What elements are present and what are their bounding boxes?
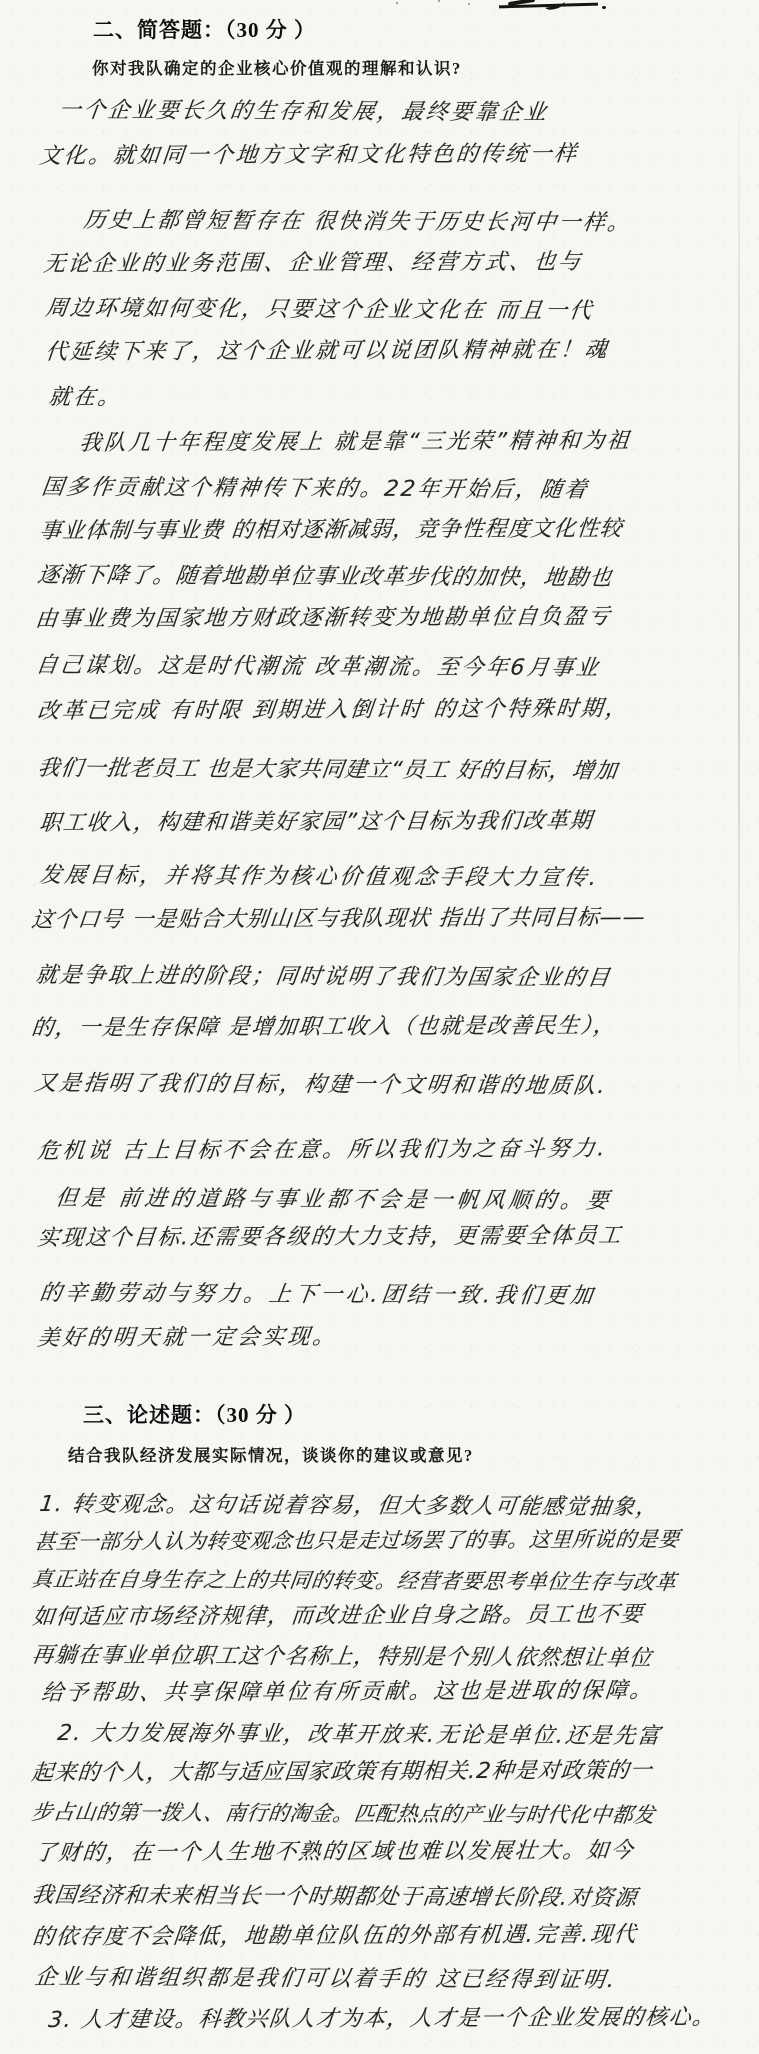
handwritten-line: 改革已完成 有时限 到期进入倒计时 的这个特殊时期，: [36, 696, 631, 724]
handwritten-line: 甚至一部分人认为转变观念也只是走过场罢了的事。这里所说的是要: [33, 1527, 681, 1554]
handwritten-line: 逐渐下降了。随着地勘单位事业改革步伐的加快，地勘也: [36, 563, 614, 592]
handwritten-line: 事业体制与事业费 的相对逐渐减弱，竞争性程度文化性较: [38, 516, 624, 544]
ink-speck: [468, 3, 470, 5]
handwritten-line: 再躺在事业单位职工这个名称上，特别是个别人依然想让单位: [30, 1643, 654, 1672]
score-stroke-mark: [544, 0, 565, 11]
handwritten-line: 就在。: [47, 385, 124, 411]
handwritten-line: 给予帮助、共享保障单位有所贡献。这也是进取的保障。: [40, 1678, 656, 1706]
section-3-question: 结合我队经济发展实际情况，谈谈你的建议或意见?: [68, 1446, 474, 1465]
handwritten-line: 但是 前进的道路与事业都不会是一帆风顺的。要: [54, 1186, 614, 1214]
handwritten-line: 由事业费为国家地方财政逐渐转变为地勘单位自负盈亏: [34, 604, 613, 632]
handwritten-line: 周边环境如何变化，只要这个企业文化在 而且一代: [44, 296, 596, 324]
section-2-question: 你对我队确定的企业核心价值观的理解和认识?: [92, 59, 462, 78]
section-2-heading: 二、简答题：（30 分 ）: [93, 18, 316, 42]
handwritten-line: 危机说 古上目标不会在意。所以我们为之奋斗努力.: [36, 1136, 609, 1164]
handwritten-line: 发展目标，并将其作为核心价值观念手段大力宣传.: [38, 863, 601, 891]
handwritten-line: 的依存度不会降低，地勘单位队伍的外部有机遇.完善.现代: [31, 1922, 639, 1950]
handwritten-line: 无论企业的业务范围、企业管理、经营方式、也与: [42, 249, 584, 277]
handwritten-line: 就是争取上进的阶段；同时说明了我们为国家企业的目: [34, 963, 613, 992]
handwritten-line: 实现这个目标.还需要各级的大力支持，更需要全体员工: [36, 1223, 624, 1251]
handwritten-line: 我们一批老员工 也是大家共同建立“员工 好的目标，增加: [36, 756, 620, 785]
handwritten-line: 真正站在自身生存之上的共同的转变。经营者要思考单位生存与改革: [30, 1567, 678, 1595]
handwritten-line: 一个企业要长久的生存和发展，最终要靠企业: [57, 98, 551, 126]
ink-speck: [396, 2, 398, 4]
handwritten-line: 如何适应市场经济规律，而改进企业自身之路。员工也不要: [31, 1602, 645, 1630]
handwritten-line: 2. 大力发展海外事业，改革开放来.无论是单位.还是先富: [56, 1721, 663, 1750]
handwritten-line: 企业与和谐组织都是我们可以着手的 这已经得到证明.: [33, 1965, 619, 1994]
ink-dot: [602, 6, 606, 9]
handwritten-line: 1. 转变观念。这句话说着容易，但大多数人可能感觉抽象，: [38, 1492, 661, 1521]
handwritten-line: 步占山的第一拨人、南行的淘金。匹配热点的产业与时代化中都发: [30, 1800, 657, 1828]
handwritten-line: 的辛勤劳动与努力。上下一心.团结一致.我们更加: [38, 1281, 598, 1309]
scan-crease: [738, 82, 740, 1102]
handwritten-line: 我国经济和未来相当长一个时期都处于高速增长阶段.对资源: [30, 1883, 639, 1912]
handwritten-line: 起来的个人，大都与适应国家政策有期相关.2种是对政策的一: [30, 1758, 654, 1786]
ink-speck: [438, 0, 440, 2]
handwritten-line: 历史上都曾短暂存在 很快消失于历史长河中一样。: [82, 208, 634, 236]
handwritten-line: 代延续下来了，这个企业就可以说团队精神就在！魂: [44, 337, 611, 365]
handwritten-line: 3. 人才建设。科教兴队人才为本，人才是一个企业发展的核心。: [47, 2005, 717, 2033]
handwritten-line: 国多作贡献这个精神传下来的。22年开始后，随着: [40, 475, 591, 503]
handwritten-line: 自己谋划。这是时代潮流 改革潮流。至今年6月事业: [34, 653, 602, 681]
handwritten-line: 的，一是生存保障 是增加职工收入（也就是改善民生），: [30, 1013, 618, 1041]
handwritten-line: 职工收入，构建和谐美好家园”这个目标为我们改革期: [38, 808, 595, 836]
handwritten-line: 这个口号 一是贴合大别山区与我队现状 指出了共同目标——: [30, 905, 647, 933]
section-3-heading: 三、论述题：（30 分 ）: [83, 1403, 306, 1427]
handwritten-line: 了财的，在一个人生地不熟的区域也难以发展壮大。如今: [33, 1838, 636, 1866]
handwritten-line: 我队几十年程度发展上 就是靠“三光荣”精神和为祖: [78, 428, 633, 456]
handwritten-line: 文化。就如同一个地方文字和文化特色的传统一样: [38, 141, 580, 170]
handwritten-line: 美好的明天就一定会实现。: [36, 1324, 339, 1351]
handwritten-line: 又是指明了我们的目标，构建一个文明和谐的地质队.: [33, 1071, 609, 1100]
